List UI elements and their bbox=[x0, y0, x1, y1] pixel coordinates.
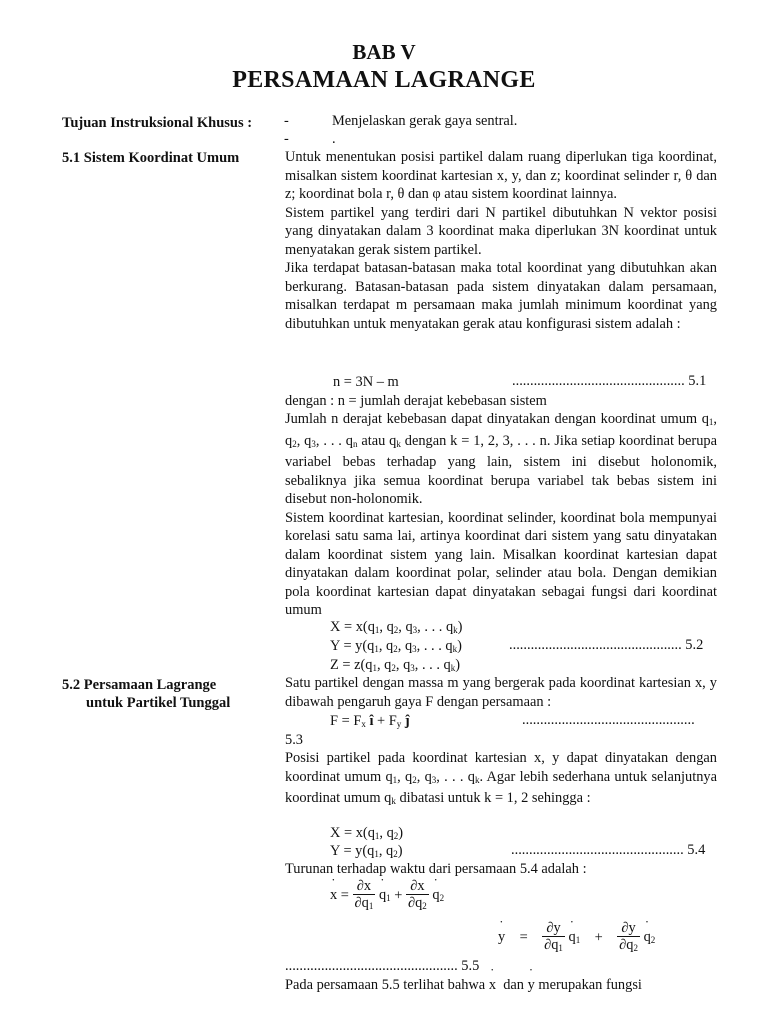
objective-bullet: - bbox=[284, 113, 289, 129]
definition: dengan : n = jumlah derajat kebebasan sistem bbox=[285, 393, 547, 409]
paragraph: Sistem partikel yang terdiri dari N partikel dibutuhkan N vektor posisi yang dinyatakan dalam 3 koordinat maka diperlukan 3N koordinat untuk menyatakan gerak sistem partikel. bbox=[285, 204, 717, 258]
objective-bullet: - bbox=[284, 131, 289, 147]
equation-5-3-ref: 5.3 bbox=[285, 732, 303, 748]
chapter-number: BAB V bbox=[352, 40, 416, 64]
equation-5-5-ref: ................................................ 5.5 bbox=[285, 958, 480, 974]
section1-text-b bbox=[285, 410, 717, 620]
paragraph: Pada persamaan 5.5 terlihat bahwa ˙ x dan ˙ y merupakan fungsi bbox=[285, 976, 642, 994]
chapter-title: PERSAMAAN LAGRANGE bbox=[232, 67, 536, 93]
objectives-label: Tujuan Instruksional Khusus : bbox=[62, 115, 253, 131]
paragraph: Posisi partikel pada koordinat kartesian x, y dapat dinyatakan dengan koordinat umum $q_1$, $q_2$, $q_3$, . . . $q_k$. Agar lebih sederhana untuk selanjutnya koordinat umum $q_k$ dibatasi untuk k = 1, 2 sehingga : bbox=[285, 750, 717, 806]
section-heading: untuk Partikel Tunggal bbox=[86, 695, 231, 711]
equation-5-3-dots: ................................................ bbox=[522, 712, 695, 728]
equation-5-3: $F = F_x$ î + $F_y$ ĵ bbox=[330, 713, 410, 729]
section-heading: 5.1 Sistem Koordinat Umum bbox=[62, 150, 240, 166]
equation-5-1: n = 3N – m bbox=[333, 374, 399, 390]
equation-5-2-y: $Y = y(q_1$, $q_2$, $q_3$, . . . $q_k$) bbox=[330, 638, 462, 654]
objective-text: . bbox=[332, 131, 336, 147]
section-heading: 5.2 Persamaan Lagrange bbox=[62, 677, 217, 693]
paragraph: Jika terdapat batasan-batasan maka total koordinat yang dibutuhkan akan berkurang. Batasan-batasan pada sistem dinyatakan dalam persamaan, misalkan terdapat m persamaan maka jumlah minimum koordinat yang dibutuhkan untuk menyatakan gerak atau konfigurasi sistem adalah : bbox=[285, 260, 717, 332]
equation-5-5-y: ˙ y = $\frac{\partial y}{\partial q_1}$ ˙ $q_1$ + $\frac{\partial y}{\partial q_2}$ ˙ $q_2$ bbox=[498, 920, 655, 956]
equation-5-5-x: ˙ x = $\frac{\partial x}{\partial q_1}$ ˙ $q_1$ + $\frac{\partial x}{\partial q_2}$ ˙ $q_2$ bbox=[330, 878, 444, 914]
equation-5-4-y: $Y = y(q_1$, $q_2$) bbox=[330, 843, 403, 859]
equation-5-4-x: $X = x(q_1$, $q_2$) bbox=[330, 825, 404, 841]
paragraph: Untuk menentukan posisi partikel dalam ruang diperlukan tiga koordinat, misalkan sistem koordinat kartesian x, y, dan z; koordinat selinder r, θ dan z; koordinat bola r, θ dan φ atau sistem koordinat lainnya. bbox=[285, 149, 717, 202]
equation-5-4-ref: ................................................ 5.4 bbox=[511, 842, 706, 858]
equation-5-2-z: $Z = z(q_1$, $q_2$, $q_3$, . . . $q_k$) bbox=[330, 657, 461, 673]
objective-text: Menjelaskan gerak gaya sentral. bbox=[332, 113, 518, 129]
equation-5-2-ref: ................................................ 5.2 bbox=[509, 637, 704, 653]
paragraph: Jumlah n derajat kebebasan dapat dinyatakan dengan koordinat umum $q_1$, $q_2$, $q_3$, . . . $q_n$ atau $q_k$ dengan k = 1, 2, 3, . . . n. Jika setiap koordinat berupa variabel bebas terhadap yang lain, sistem ini disebut holonomik, sebaliknya jika semua koordinat berupa variabel tak bebas sistem ini disebut non-holonomik. bbox=[285, 411, 717, 507]
paragraph: Satu partikel dengan massa m yang bergerak pada koordinat kartesian x, y dibawah pengaruh gaya F dengan persamaan : bbox=[285, 675, 717, 710]
section1-text-a bbox=[285, 148, 717, 333]
equation-5-2-x: $X = x(q_1$, $q_2$, $q_3$, . . . $q_k$) bbox=[330, 619, 463, 635]
equation-5-1-ref: ................................................ 5.1 bbox=[512, 373, 707, 389]
paragraph: Sistem koordinat kartesian, koordinat selinder, koordinat bola mempunyai korelasi satu sama lai, artinya koordinat dari sistem yang satu dinyatakan dalam koordinat sistem yang lain. Misalkan koordinat kartesian dapat dinyatakan dalam koordinat polar, selinder atau bola. Dengan demikian pola koordinat kartesian dapat dinyatakan sebagai fungsi dari koordinat umum bbox=[285, 509, 717, 618]
paragraph: Turunan terhadap waktu dari persamaan 5.4 adalah : bbox=[285, 861, 587, 877]
